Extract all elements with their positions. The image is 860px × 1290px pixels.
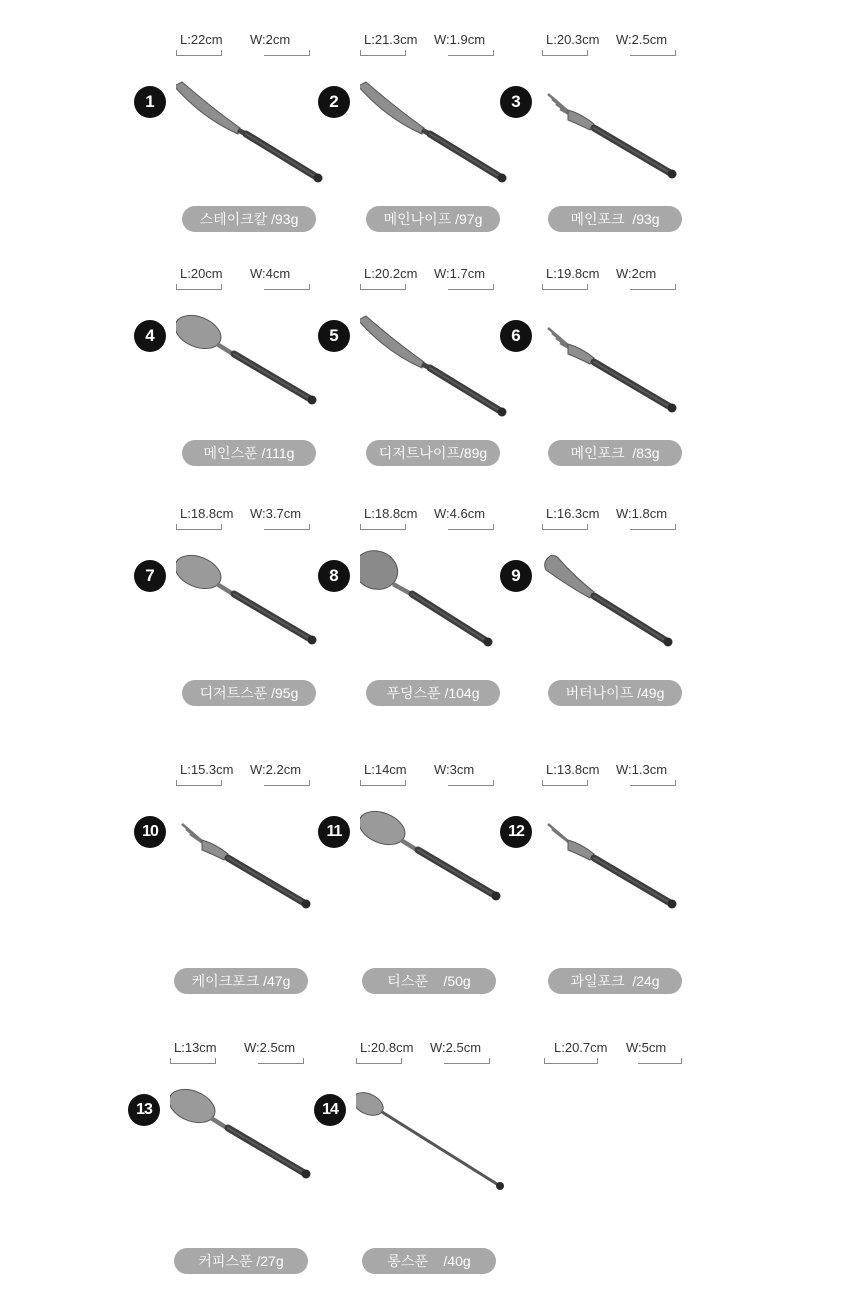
spoon-image — [170, 1082, 340, 1202]
dimension-row — [360, 266, 530, 294]
longspoon-image — [356, 1082, 526, 1202]
width-text: W:1.7cm — [434, 266, 486, 281]
width-text: W:2cm — [250, 32, 291, 47]
fork2-image — [542, 804, 712, 924]
item-label: 메인스푼 /111g — [182, 440, 316, 466]
item-label: 메인나이프 /97g — [366, 206, 500, 232]
dimension-row — [542, 506, 712, 534]
length-text: L:20.3cm — [546, 32, 600, 47]
length-text: L:19.8cm — [546, 266, 600, 281]
dimension-row — [360, 762, 530, 790]
width-text: W:2.2cm — [250, 762, 302, 777]
length-text: L:21.3cm — [364, 32, 418, 47]
item-label: 디저트나이프/89g — [366, 440, 500, 466]
item-number-badge: 8 — [318, 560, 350, 592]
item-number-badge: 11 — [318, 816, 350, 848]
item-label: 과일포크 /24g — [548, 968, 682, 994]
dimension-row — [360, 506, 530, 534]
length-text: L:16.3cm — [546, 506, 600, 521]
item-label: 케이크포크 /47g — [174, 968, 308, 994]
width-text: W:2.5cm — [430, 1040, 482, 1055]
length-text: L:14cm — [364, 762, 407, 777]
length-text: L:22cm — [180, 32, 223, 47]
width-text: W:2cm — [616, 266, 657, 281]
dimension-row — [176, 32, 346, 60]
item-number-badge: 12 — [500, 816, 532, 848]
width-text: W:1.8cm — [616, 506, 668, 521]
dimension-row — [542, 266, 712, 294]
length-text: L:20.7cm — [554, 1040, 608, 1055]
dimension-row — [176, 266, 346, 294]
item-number-badge: 10 — [134, 816, 166, 848]
item-label: 푸딩스푼 /104g — [366, 680, 500, 706]
dimension-row — [360, 32, 530, 60]
dimension-row — [542, 762, 712, 790]
item-label: 메인포크 /83g — [548, 440, 682, 466]
item-number-badge: 1 — [134, 86, 166, 118]
dimension-row — [356, 1040, 526, 1068]
dimension-row — [176, 762, 346, 790]
butter-image — [542, 548, 712, 668]
item-number-badge: 5 — [318, 320, 350, 352]
length-text: L:20.8cm — [360, 1040, 414, 1055]
length-text: L:18.8cm — [180, 506, 234, 521]
dimension-row — [170, 1040, 340, 1068]
length-text: L:20cm — [180, 266, 223, 281]
width-text: W:1.9cm — [434, 32, 486, 47]
fork-image — [542, 308, 712, 428]
fork-image — [542, 74, 712, 194]
length-text: L:13.8cm — [546, 762, 600, 777]
width-text: W:5cm — [626, 1040, 667, 1055]
item-label: 롱스푼 /40g — [362, 1248, 496, 1274]
item-label: 커피스푼 /27g — [174, 1248, 308, 1274]
width-text: W:2.5cm — [244, 1040, 296, 1055]
item-number-badge: 7 — [134, 560, 166, 592]
dimension-row — [542, 32, 712, 60]
width-text: W:4.6cm — [434, 506, 486, 521]
item-number-badge: 3 — [500, 86, 532, 118]
length-text: L:15.3cm — [180, 762, 234, 777]
item-number-badge: 14 — [314, 1094, 346, 1126]
item-label: 티스푼 /50g — [362, 968, 496, 994]
item-number-badge: 2 — [318, 86, 350, 118]
item-label: 버터나이프 /49g — [548, 680, 682, 706]
width-text: W:3cm — [434, 762, 475, 777]
width-text: W:3.7cm — [250, 506, 302, 521]
width-text: W:1.3cm — [616, 762, 668, 777]
item-number-badge: 9 — [500, 560, 532, 592]
length-text: L:20.2cm — [364, 266, 418, 281]
length-text: L:13cm — [174, 1040, 217, 1055]
width-text: W:4cm — [250, 266, 291, 281]
item-label: 스테이크칼 /93g — [182, 206, 316, 232]
item-label: 메인포크 /93g — [548, 206, 682, 232]
item-number-badge: 6 — [500, 320, 532, 352]
item-number-badge: 13 — [128, 1094, 160, 1126]
dimension-row — [544, 1040, 714, 1068]
length-text: L:18.8cm — [364, 506, 418, 521]
dimension-row — [176, 506, 346, 534]
item-number-badge: 4 — [134, 320, 166, 352]
item-label: 디저트스푼 /95g — [182, 680, 316, 706]
width-text: W:2.5cm — [616, 32, 668, 47]
